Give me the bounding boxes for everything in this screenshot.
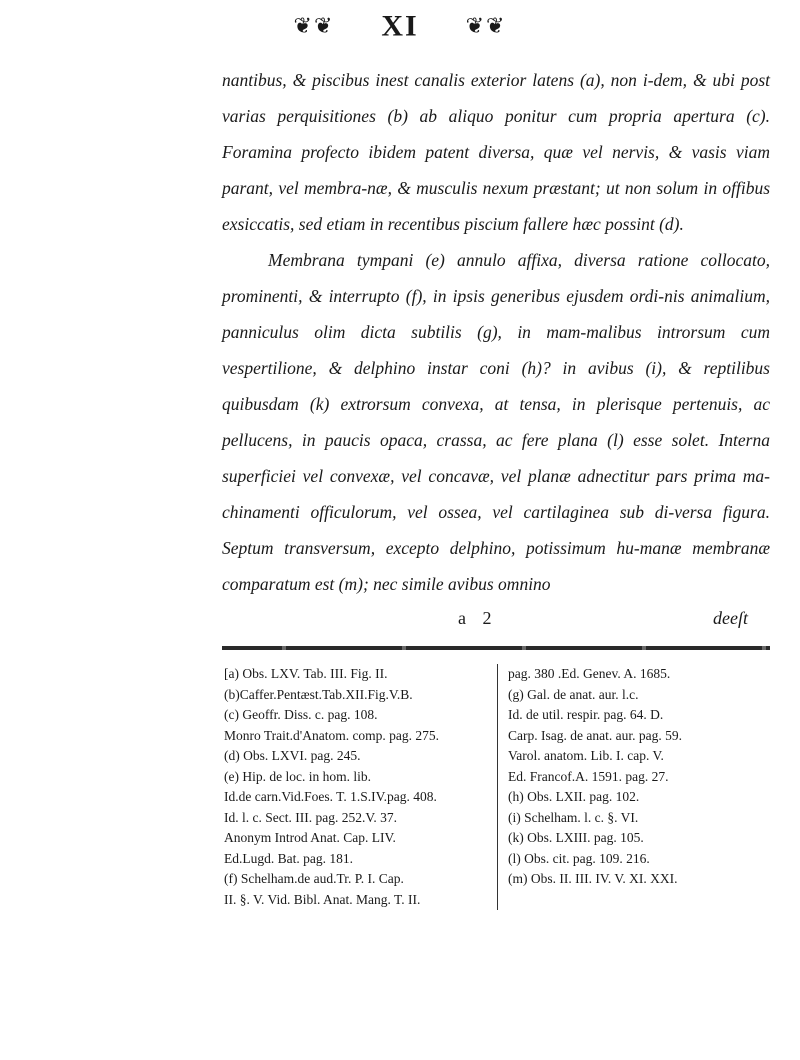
footnote-line: Ed. Francof.A. 1591. pag. 27. xyxy=(508,768,669,784)
catchword: deeſt xyxy=(713,608,748,628)
footnote-line: pag. 380 .Ed. Genev. A. 1685. xyxy=(508,666,671,681)
footnote-line: Ed.Lugd. Bat. pag. 181. xyxy=(224,850,353,866)
footnote-line: (f) Schelham.de aud.Tr. P. I. Cap. xyxy=(224,871,404,886)
footnote-line: (h) Obs. LXII. pag. 102. xyxy=(508,789,640,804)
main-text xyxy=(222,62,770,602)
footnote-line: Monro Trait.d'Anatom. comp. pag. 275. xyxy=(224,727,440,743)
footnote-line: (e) Hip. de loc. in hom. lib. xyxy=(224,768,371,784)
footnotes-right-column xyxy=(508,664,773,910)
footnotes-left-column xyxy=(224,664,498,910)
footnote-line: (k) Obs. LXIII. pag. 105. xyxy=(508,830,644,845)
page-footer xyxy=(222,608,770,634)
paragraph-2: Membrana tympani (e) annulo affixa, diversa ratione collocato, prominenti, & interrupto (f), in ipsis generibus ejusdem ordi-nis animalium, panniculus olim dicta subtilis (g), in mam-malibus introrsum cum vespertilione, & delphino instar coni (h)? in avibus (i), & reptilibus quibusdam (k) extrorsum convexa, at tensa, in plerisque pertenuis, ac pellucens, in paucis opaca, crassa, ac fere plana (l) esse solet. Interna superficiei vel convexæ, vel concavæ, vel planæ adnectitur pars prima ma-chinamenti officulorum, vel ossea, vel cartilaginea sub di-versa figura. Septum transversum, excepto delphino, potissimum hu-manæ membranæ comparatum est (m); nec simile avibus omnino xyxy=(222,250,770,594)
signature-mark: a 2 xyxy=(458,608,498,628)
footnote-divider xyxy=(222,646,770,650)
paragraph-1: nantibus, & piscibus inest canalis exterior latens (a), non i-dem, & ubi post varias perquisitiones (b) ab aliquo ponitur cum propria apertura (c). Foramina profecto ibidem patent diversa, quæ vel nervis, & vasis viam parant, vel membra-næ, & musculis nexum præstant; ut non solum in offibus exsiccatis, sed etiam in recentibus piscium fallere hæc possint (d). xyxy=(222,70,770,234)
left-ornament: ❦❦ xyxy=(293,14,335,39)
footnote-line: (l) Obs. cit. pag. 109. 216. xyxy=(508,850,650,866)
footnote-line: II. §. V. Vid. Bibl. Anat. Mang. T. II. xyxy=(224,891,421,907)
footnote-line: (i) Schelham. l. c. §. VI. xyxy=(508,809,639,825)
footnote-line: (d) Obs. LXVI. pag. 245. xyxy=(224,748,361,763)
footnote-line: (m) Obs. II. III. IV. V. XI. XXI. xyxy=(508,871,678,886)
footnote-line: (b)Caffer.Pentæst.Tab.XII.Fig.V.B. xyxy=(224,686,413,702)
page-header xyxy=(0,8,800,44)
footnote-line: Id. de util. respir. pag. 64. D. xyxy=(508,707,664,722)
page-number: XI xyxy=(381,9,419,43)
footnote-line: Id. l. c. Sect. III. pag. 252.V. 37. xyxy=(224,809,397,825)
footnote-line: Carp. Isag. de anat. aur. pag. 59. xyxy=(508,727,682,743)
footnote-line: (c) Geoffr. Diss. c. pag. 108. xyxy=(224,707,378,722)
right-ornament: ❦❦ xyxy=(465,14,507,39)
footnote-line: Anonym Introd Anat. Cap. LIV. xyxy=(224,830,396,845)
footnotes xyxy=(224,664,774,910)
footnote-line: Varol. anatom. Lib. I. cap. V. xyxy=(508,748,664,763)
footnote-line: [a) Obs. LXV. Tab. III. Fig. II. xyxy=(224,666,388,681)
footnote-line: Id.de carn.Vid.Foes. T. 1.S.IV.pag. 408. xyxy=(224,789,437,804)
footnote-line: (g) Gal. de anat. aur. l.c. xyxy=(508,686,639,702)
